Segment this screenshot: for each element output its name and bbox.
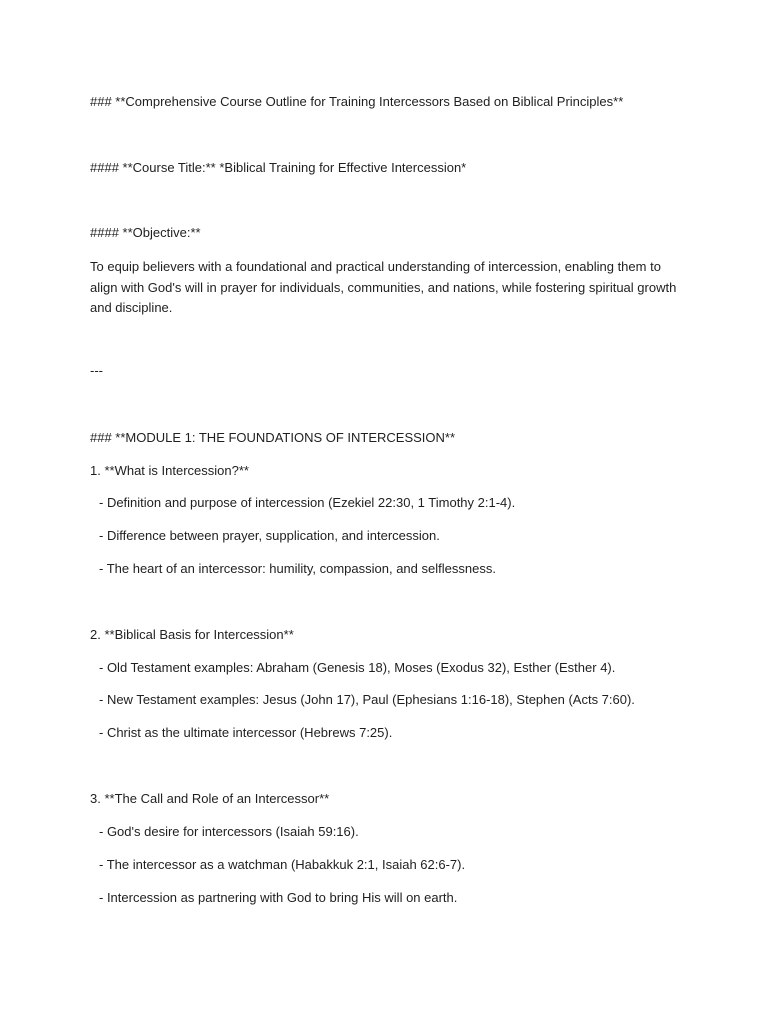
list-item: - Old Testament examples: Abraham (Genesis 18), Moses (Exodus 32), Esther (Esther 4). [99,660,616,675]
list-item: - New Testament examples: Jesus (John 17), Paul (Ephesians 1:16-18), Stephen (Acts 7:60). [99,692,635,707]
section-title: 3. **The Call and Role of an Intercessor** [90,791,330,806]
list-item: - Christ as the ultimate intercessor (Hebrews 7:25). [99,725,393,740]
list-item: - Intercession as partnering with God to bring His will on earth. [99,890,458,905]
section-separator: --- [90,363,103,378]
section-title: 1. **What is Intercession?** [90,463,249,478]
objective-paragraph: To equip believers with a foundational and practical understanding of intercession, enabling them to align with God's will in prayer for individuals, communities, and nations, while fostering spiritual growth and discipline. [90,259,677,315]
list-item: - The intercessor as a watchman (Habakkuk 2:1, Isaiah 62:6-7). [99,857,466,872]
list-item: - The heart of an intercessor: humility, compassion, and selflessness. [99,561,496,576]
list-item: - God's desire for intercessors (Isaiah 59:16). [99,824,359,839]
objective-heading: #### **Objective:** [90,225,201,240]
section-title: 2. **Biblical Basis for Intercession** [90,627,294,642]
list-item: - Difference between prayer, supplication, and intercession. [99,528,440,543]
document-heading: ### **Comprehensive Course Outline for Training Intercessors Based on Biblical Principles** [90,94,624,109]
course-title: #### **Course Title:** *Biblical Training for Effective Intercession* [90,160,467,175]
module-heading: ### **MODULE 1: THE FOUNDATIONS OF INTERCESSION** [90,430,456,445]
list-item: - Definition and purpose of intercession (Ezekiel 22:30, 1 Timothy 2:1-4). [99,495,516,510]
